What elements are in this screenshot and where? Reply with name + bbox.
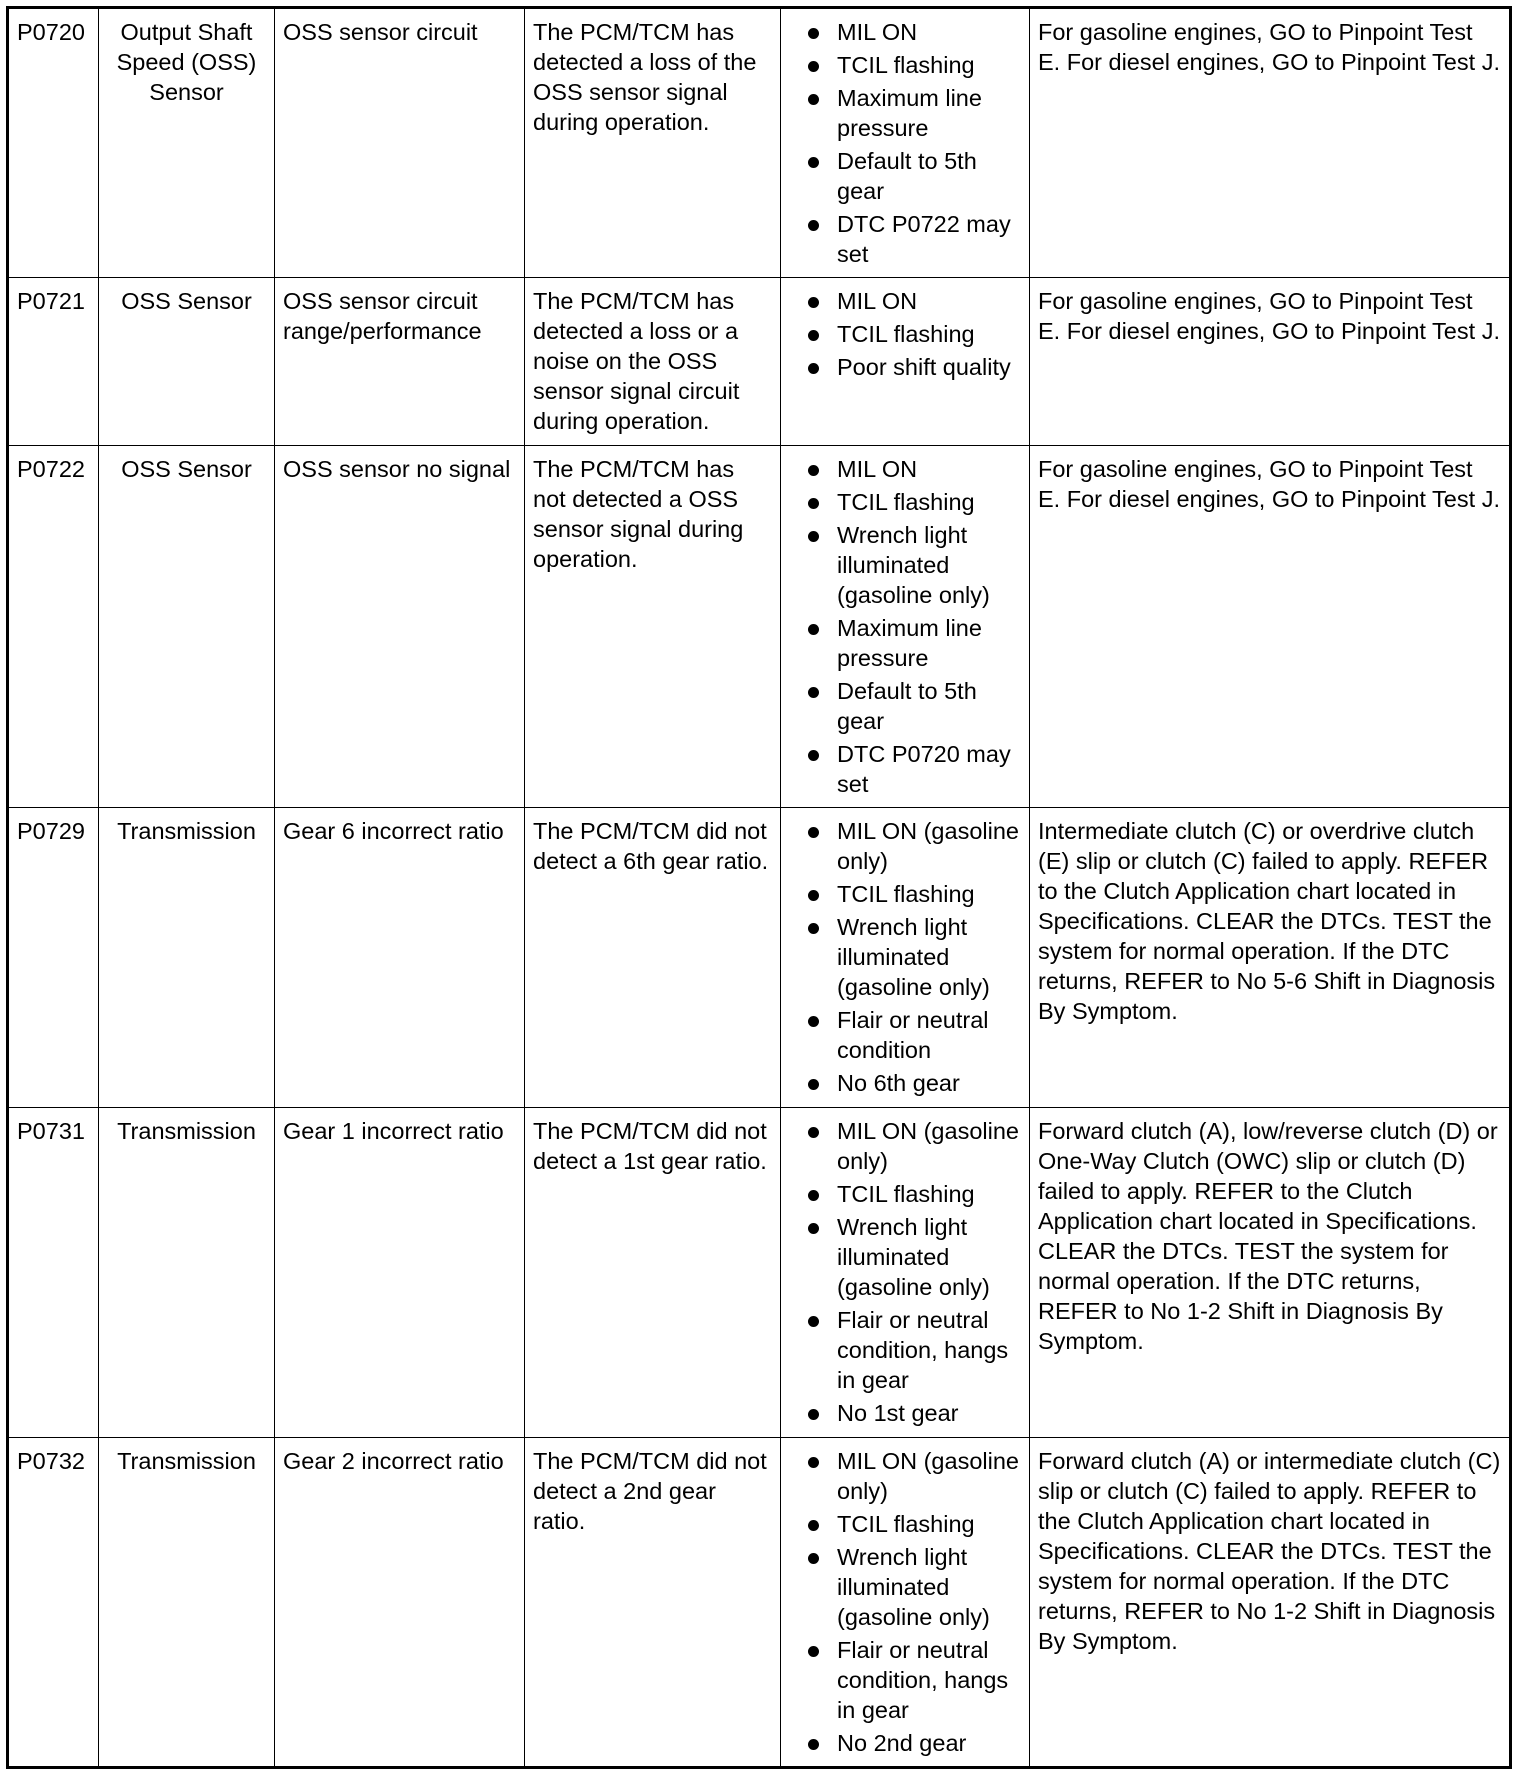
- symptom-list: [789, 17, 1021, 269]
- symptoms-cell: [781, 278, 1030, 446]
- symptom-item: TCIL flashing: [789, 319, 1021, 349]
- symptom-item: Default to 5th gear: [789, 676, 1021, 736]
- condition-cell: The PCM/TCM did not detect a 2nd gear ratio.: [525, 1438, 781, 1768]
- symptom-item: MIL ON: [789, 454, 1021, 484]
- dtc-code-cell: P0732: [8, 1438, 99, 1768]
- symptom-item: DTC P0720 may set: [789, 739, 1021, 799]
- description-cell: OSS sensor no signal: [275, 446, 525, 808]
- symptom-item: No 1st gear: [789, 1398, 1021, 1428]
- component-cell: Transmission: [99, 1438, 275, 1768]
- dtc-table-container: [6, 6, 1512, 1769]
- dtc-code-cell: P0721: [8, 278, 99, 446]
- symptom-item: Wrench light illuminated (gasoline only): [789, 1542, 1021, 1632]
- symptom-item: TCIL flashing: [789, 879, 1021, 909]
- table-row: [8, 1438, 1511, 1768]
- symptom-item: MIL ON (gasoline only): [789, 1446, 1021, 1506]
- symptom-item: DTC P0722 may set: [789, 209, 1021, 269]
- description-cell: Gear 1 incorrect ratio: [275, 1108, 525, 1438]
- symptom-item: Wrench light illuminated (gasoline only): [789, 520, 1021, 610]
- condition-cell: The PCM/TCM did not detect a 1st gear ratio.: [525, 1108, 781, 1438]
- condition-cell: The PCM/TCM has not detected a OSS sensor signal during operation.: [525, 446, 781, 808]
- symptoms-cell: [781, 446, 1030, 808]
- component-cell: OSS Sensor: [99, 278, 275, 446]
- action-cell: For gasoline engines, GO to Pinpoint Test E. For diesel engines, GO to Pinpoint Test J.: [1030, 278, 1511, 446]
- action-cell: Intermediate clutch (C) or overdrive clutch (E) slip or clutch (C) failed to apply. REFER to the Clutch Application chart located in Specifications. CLEAR the DTCs. TEST the system for normal operation. If the DTC returns, REFER to No 5-6 Shift in Diagnosis By Symptom.: [1030, 808, 1511, 1108]
- component-cell: Transmission: [99, 808, 275, 1108]
- action-cell: Forward clutch (A), low/reverse clutch (D) or One-Way Clutch (OWC) slip or clutch (D) failed to apply. REFER to the Clutch Application chart located in Specifications. CLEAR the DTCs. TEST the system for normal operation. If the DTC returns, REFER to No 1-2 Shift in Diagnosis By Symptom.: [1030, 1108, 1511, 1438]
- symptoms-cell: [781, 8, 1030, 278]
- component-cell: OSS Sensor: [99, 446, 275, 808]
- symptom-item: No 6th gear: [789, 1068, 1021, 1098]
- dtc-code-cell: P0720: [8, 8, 99, 278]
- dtc-code-cell: P0731: [8, 1108, 99, 1438]
- symptoms-cell: [781, 808, 1030, 1108]
- condition-cell: The PCM/TCM has detected a loss or a noise on the OSS sensor signal circuit during operation.: [525, 278, 781, 446]
- dtc-table: [6, 6, 1512, 1769]
- symptom-item: No 2nd gear: [789, 1728, 1021, 1758]
- dtc-table-body: [8, 8, 1511, 1768]
- symptom-item: MIL ON: [789, 286, 1021, 316]
- symptom-item: MIL ON (gasoline only): [789, 1116, 1021, 1176]
- action-cell: Forward clutch (A) or intermediate clutch (C) slip or clutch (C) failed to apply. REFER to the Clutch Application chart located in Specifications. CLEAR the DTCs. TEST the system for normal operation. If the DTC returns, REFER to No 1-2 Shift in Diagnosis By Symptom.: [1030, 1438, 1511, 1768]
- condition-cell: The PCM/TCM did not detect a 6th gear ratio.: [525, 808, 781, 1108]
- symptom-list: [789, 1446, 1021, 1758]
- symptom-item: MIL ON (gasoline only): [789, 816, 1021, 876]
- symptom-item: TCIL flashing: [789, 487, 1021, 517]
- symptom-item: Flair or neutral condition, hangs in gear: [789, 1305, 1021, 1395]
- symptom-list: [789, 1116, 1021, 1428]
- description-cell: Gear 2 incorrect ratio: [275, 1438, 525, 1768]
- condition-cell: The PCM/TCM has detected a loss of the OSS sensor signal during operation.: [525, 8, 781, 278]
- table-row: [8, 278, 1511, 446]
- action-cell: For gasoline engines, GO to Pinpoint Test E. For diesel engines, GO to Pinpoint Test J.: [1030, 8, 1511, 278]
- description-cell: OSS sensor circuit range/performance: [275, 278, 525, 446]
- symptom-item: Flair or neutral condition, hangs in gear: [789, 1635, 1021, 1725]
- description-cell: Gear 6 incorrect ratio: [275, 808, 525, 1108]
- table-row: [8, 1108, 1511, 1438]
- symptom-item: Flair or neutral condition: [789, 1005, 1021, 1065]
- symptoms-cell: [781, 1108, 1030, 1438]
- symptoms-cell: [781, 1438, 1030, 1768]
- symptom-list: [789, 286, 1021, 382]
- dtc-code-cell: P0729: [8, 808, 99, 1108]
- component-cell: Output Shaft Speed (OSS) Sensor: [99, 8, 275, 278]
- symptom-item: TCIL flashing: [789, 1509, 1021, 1539]
- table-row: [8, 8, 1511, 278]
- symptom-item: Wrench light illuminated (gasoline only): [789, 912, 1021, 1002]
- symptom-item: Maximum line pressure: [789, 83, 1021, 143]
- symptom-list: [789, 816, 1021, 1098]
- symptom-item: Poor shift quality: [789, 352, 1021, 382]
- symptom-item: Wrench light illuminated (gasoline only): [789, 1212, 1021, 1302]
- description-cell: OSS sensor circuit: [275, 8, 525, 278]
- dtc-code-cell: P0722: [8, 446, 99, 808]
- symptom-item: TCIL flashing: [789, 1179, 1021, 1209]
- action-cell: For gasoline engines, GO to Pinpoint Test E. For diesel engines, GO to Pinpoint Test J.: [1030, 446, 1511, 808]
- symptom-item: Default to 5th gear: [789, 146, 1021, 206]
- symptom-item: TCIL flashing: [789, 50, 1021, 80]
- symptom-list: [789, 454, 1021, 799]
- symptom-item: Maximum line pressure: [789, 613, 1021, 673]
- component-cell: Transmission: [99, 1108, 275, 1438]
- symptom-item: MIL ON: [789, 17, 1021, 47]
- table-row: [8, 446, 1511, 808]
- table-row: [8, 808, 1511, 1108]
